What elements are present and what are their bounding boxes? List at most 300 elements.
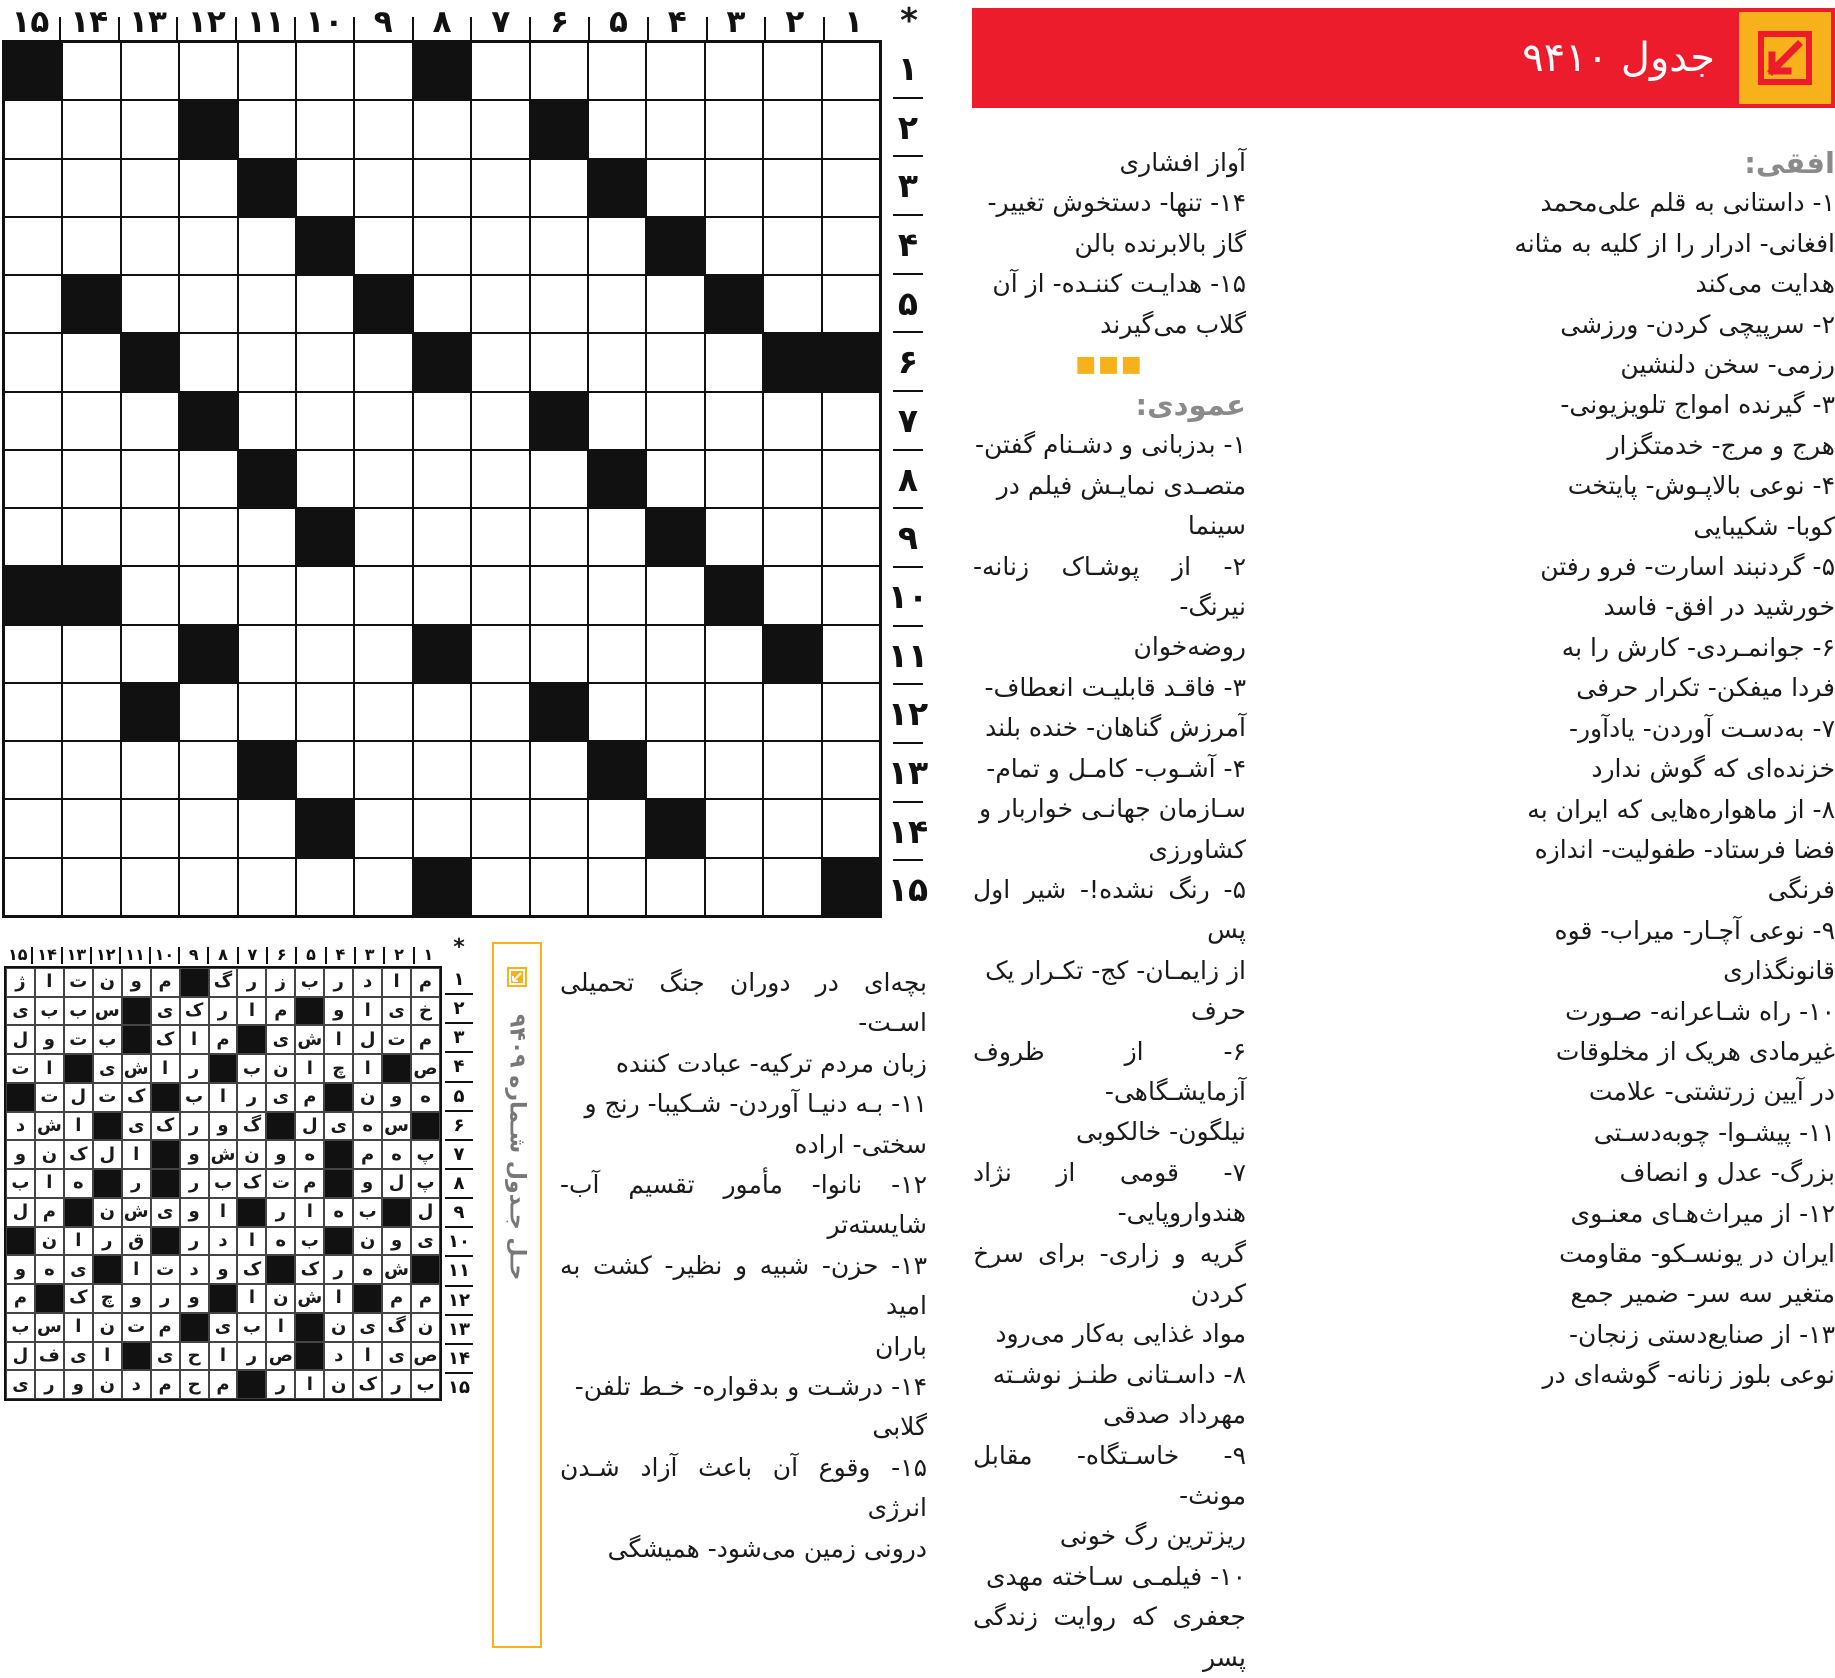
grid-cell[interactable]	[588, 566, 646, 624]
clue-line: رزمی- سخن دلنشین	[1620, 350, 1835, 380]
grid-cell[interactable]	[471, 683, 529, 741]
solution-letter: د	[122, 1370, 151, 1399]
grid-cell[interactable]	[238, 858, 296, 916]
solution-letter: ک	[180, 997, 209, 1026]
grid-cell[interactable]	[121, 799, 179, 857]
grid-cell[interactable]	[822, 275, 880, 333]
clue-line: ۴- آشـوب- کامـل و تمام-	[986, 753, 1246, 783]
grid-cell[interactable]	[646, 42, 704, 100]
clue-line: نیلگون- خالکوبی	[1075, 1117, 1246, 1147]
grid-cell[interactable]	[763, 508, 821, 566]
grid-cell[interactable]	[822, 508, 880, 566]
clue-line: گاز بالابرنده بالن	[1074, 228, 1246, 258]
grid-cell[interactable]	[62, 100, 120, 158]
solution-letter: م	[411, 1025, 440, 1054]
grid-cell[interactable]	[822, 799, 880, 857]
solution-letter: م	[295, 1169, 324, 1198]
grid-cell[interactable]	[763, 741, 821, 799]
clue-line: از زایمـان- کج- تکـرار یک	[985, 955, 1246, 985]
grid-cell[interactable]	[62, 392, 120, 450]
grid-cell[interactable]	[705, 741, 763, 799]
row-label: ۸	[893, 449, 923, 508]
grid-cell[interactable]	[121, 741, 179, 799]
black-cell	[705, 275, 763, 333]
grid-cell[interactable]	[530, 333, 588, 391]
grid-cell[interactable]	[646, 566, 704, 624]
grid-cell[interactable]	[530, 858, 588, 916]
grid-cell[interactable]	[705, 799, 763, 857]
clue-line: ۲- از پوشـاک زنانه- نیرنگ-	[973, 551, 1246, 622]
grid-cell[interactable]	[296, 625, 354, 683]
column-label: ۳	[726, 4, 746, 40]
grid-cell[interactable]	[413, 392, 471, 450]
solution-letter: ا	[237, 997, 266, 1026]
grid-cell[interactable]	[354, 741, 412, 799]
grid-cell[interactable]	[413, 159, 471, 217]
solution-letter: ب	[209, 1169, 238, 1198]
black-cell	[530, 392, 588, 450]
column-label: ۱۰	[305, 4, 344, 40]
grid-cell[interactable]	[763, 566, 821, 624]
solution-letter: ر	[180, 1112, 209, 1141]
solution-black-cell	[151, 1227, 180, 1256]
row-label: ۱۳	[445, 1314, 473, 1343]
solution-letter: م	[266, 997, 295, 1026]
grid-cell[interactable]	[646, 858, 704, 916]
grid-cell[interactable]	[62, 508, 120, 566]
clue-line: ۹- نوعی آچـار- میراب- قوه	[1554, 915, 1835, 945]
grid-cell[interactable]	[354, 159, 412, 217]
grid-cell[interactable]	[588, 333, 646, 391]
clue-line: هدایت می‌کند	[1695, 269, 1835, 299]
grid-cell[interactable]	[354, 450, 412, 508]
grid-cell[interactable]	[471, 275, 529, 333]
column-label: ۱۳	[129, 4, 167, 40]
grid-cell[interactable]	[530, 508, 588, 566]
solution-letter: ا	[35, 968, 64, 997]
grid-cell[interactable]	[238, 799, 296, 857]
grid-cell[interactable]	[4, 275, 62, 333]
grid-cell[interactable]	[588, 799, 646, 857]
grid-cell[interactable]	[646, 450, 704, 508]
grid-cell[interactable]	[238, 566, 296, 624]
grid-cell[interactable]	[121, 100, 179, 158]
column-label: ۱۴	[37, 945, 57, 964]
grid-cell[interactable]	[822, 625, 880, 683]
clue-line: بزرگ- عدل و انصاف	[1619, 1158, 1835, 1188]
grid-cell[interactable]	[179, 159, 237, 217]
column-separator	[647, 17, 649, 40]
solution-letter: ب	[237, 1313, 266, 1342]
grid-cell[interactable]	[705, 625, 763, 683]
column-separator	[354, 947, 356, 964]
grid-cell[interactable]	[530, 566, 588, 624]
solution-letter: ا	[93, 1342, 122, 1371]
grid-cell[interactable]	[296, 741, 354, 799]
solution-letter: ن	[324, 1370, 353, 1399]
grid-cell[interactable]	[471, 858, 529, 916]
grid-cell[interactable]	[646, 741, 704, 799]
grid-cell[interactable]	[121, 42, 179, 100]
grid-cell[interactable]	[4, 100, 62, 158]
grid-cell[interactable]	[588, 42, 646, 100]
solution-letter: ت	[122, 1313, 151, 1342]
solution-letter: ل	[382, 1169, 411, 1198]
grid-cell[interactable]	[530, 159, 588, 217]
black-cell	[646, 799, 704, 857]
grid-cell[interactable]	[471, 625, 529, 683]
row-label: ۷	[445, 1139, 473, 1168]
grid-cell[interactable]	[413, 566, 471, 624]
grid-cell[interactable]	[62, 42, 120, 100]
clue-line: ۱- بدزبانی و دشـنام گفتن-	[974, 430, 1246, 460]
solution-letter: ا	[237, 1284, 266, 1313]
grid-cell[interactable]	[121, 159, 179, 217]
grid-cell[interactable]	[179, 42, 237, 100]
grid-cell[interactable]	[62, 858, 120, 916]
grid-cell[interactable]	[62, 450, 120, 508]
grid-cell[interactable]	[238, 217, 296, 275]
solution-letter: ل	[295, 1112, 324, 1141]
solution-black-cell	[35, 1284, 64, 1313]
grid-cell[interactable]	[354, 392, 412, 450]
grid-cell[interactable]	[179, 217, 237, 275]
grid-cell[interactable]	[296, 392, 354, 450]
grid-cell[interactable]	[763, 392, 821, 450]
grid-cell[interactable]	[705, 100, 763, 158]
solution-letter: ش	[122, 1054, 151, 1083]
grid-cell[interactable]	[646, 159, 704, 217]
grid-cell[interactable]	[4, 217, 62, 275]
solution-letter: ا	[382, 968, 411, 997]
solution-letter: و	[209, 1112, 238, 1141]
main-crossword-grid[interactable]	[2, 40, 882, 918]
grid-cell[interactable]	[822, 42, 880, 100]
solution-black-cell	[295, 997, 324, 1026]
grid-cell[interactable]	[588, 683, 646, 741]
solution-letter: ش	[122, 1198, 151, 1227]
grid-cell[interactable]	[763, 217, 821, 275]
column-label: ۱	[423, 945, 434, 964]
grid-cell[interactable]	[471, 741, 529, 799]
grid-cell[interactable]	[179, 333, 237, 391]
grid-cell[interactable]	[705, 333, 763, 391]
solution-letter: ا	[35, 1169, 64, 1198]
solution-letter: ه	[411, 1083, 440, 1112]
grid-cell[interactable]	[822, 741, 880, 799]
grid-cell[interactable]	[4, 333, 62, 391]
grid-cell[interactable]	[588, 100, 646, 158]
solution-black-cell	[237, 1025, 266, 1054]
clue-line: فضا فرستاد- طفولیت- اندازه	[1534, 834, 1835, 864]
grid-cell[interactable]	[471, 508, 529, 566]
clue-line: خزنده‌ای که گوش ندارد	[1591, 754, 1835, 784]
row-label: ۱۲	[445, 1285, 473, 1314]
grid-cell[interactable]	[471, 392, 529, 450]
clue-line: ۱- داستانی به قلم علی‌محمد	[1540, 188, 1835, 218]
main-grid-column-header	[2, 2, 882, 40]
grid-cell[interactable]	[179, 508, 237, 566]
grid-cell[interactable]	[62, 159, 120, 217]
grid-cell[interactable]	[354, 42, 412, 100]
grid-cell[interactable]	[4, 159, 62, 217]
solution-letter: ن	[266, 1284, 295, 1313]
grid-cell[interactable]	[62, 333, 120, 391]
black-cell	[763, 625, 821, 683]
grid-cell[interactable]	[238, 683, 296, 741]
grid-cell[interactable]	[588, 217, 646, 275]
grid-cell[interactable]	[822, 217, 880, 275]
grid-cell[interactable]	[705, 42, 763, 100]
grid-cell[interactable]	[4, 741, 62, 799]
grid-cell[interactable]	[296, 159, 354, 217]
grid-cell[interactable]	[530, 42, 588, 100]
grid-cell[interactable]	[354, 625, 412, 683]
grid-cell[interactable]	[588, 508, 646, 566]
grid-cell[interactable]	[179, 450, 237, 508]
grid-cell[interactable]	[763, 858, 821, 916]
solution-letter: ن	[93, 968, 122, 997]
grid-cell[interactable]	[471, 42, 529, 100]
clue-line: ۱۵- وقوع آن باعث آزاد شـدن انرژی	[560, 1452, 927, 1523]
grid-cell[interactable]	[354, 217, 412, 275]
grid-cell[interactable]	[296, 566, 354, 624]
grid-cell[interactable]	[4, 858, 62, 916]
column-label: ۲	[785, 4, 805, 40]
solution-letter: گ	[237, 1112, 266, 1141]
grid-cell[interactable]	[530, 450, 588, 508]
grid-cell[interactable]	[179, 275, 237, 333]
grid-cell[interactable]	[296, 333, 354, 391]
grid-cell[interactable]	[705, 683, 763, 741]
solution-letter: ن	[93, 1370, 122, 1399]
solution-black-cell	[180, 968, 209, 997]
grid-cell[interactable]	[471, 450, 529, 508]
grid-cell[interactable]	[62, 799, 120, 857]
clue-line: ۱۲- نانوا- مأمور تقسیم آب- شایسته‌تر	[560, 1170, 927, 1240]
solution-black-cell	[180, 1313, 209, 1342]
row-label: ۹	[893, 507, 923, 566]
grid-cell[interactable]	[822, 450, 880, 508]
grid-cell[interactable]	[471, 159, 529, 217]
solution-letter: ص	[411, 1342, 440, 1371]
grid-cell[interactable]	[646, 275, 704, 333]
grid-cell[interactable]	[179, 858, 237, 916]
column-separator	[207, 947, 209, 964]
grid-cell[interactable]	[413, 741, 471, 799]
grid-cell[interactable]	[121, 508, 179, 566]
solution-letter: ن	[353, 1083, 382, 1112]
clue-line: متصـدی نمایـش فیلم در	[996, 470, 1246, 500]
grid-cell[interactable]	[296, 450, 354, 508]
grid-cell[interactable]	[238, 100, 296, 158]
grid-cell[interactable]	[646, 392, 704, 450]
grid-cell[interactable]	[588, 392, 646, 450]
grid-cell[interactable]	[238, 333, 296, 391]
solution-letter: ا	[209, 1083, 238, 1112]
grid-cell[interactable]	[179, 566, 237, 624]
grid-cell[interactable]	[413, 683, 471, 741]
clue-line: کوبا- شکیبایی	[1693, 511, 1835, 541]
grid-cell[interactable]	[354, 683, 412, 741]
grid-cell[interactable]	[588, 275, 646, 333]
clue-line: گلابی	[872, 1412, 927, 1442]
grid-cell[interactable]	[354, 858, 412, 916]
grid-cell[interactable]	[296, 275, 354, 333]
grid-cell[interactable]	[763, 683, 821, 741]
grid-cell[interactable]	[121, 625, 179, 683]
grid-cell[interactable]	[705, 217, 763, 275]
grid-cell[interactable]	[238, 392, 296, 450]
solution-letter: ی	[93, 1054, 122, 1083]
grid-cell[interactable]	[471, 333, 529, 391]
grid-cell[interactable]	[354, 566, 412, 624]
grid-cell[interactable]	[4, 508, 62, 566]
grid-cell[interactable]	[121, 858, 179, 916]
solution-star: *	[453, 935, 465, 960]
grid-cell[interactable]	[471, 217, 529, 275]
solution-letter: و	[382, 1227, 411, 1256]
grid-cell[interactable]	[705, 159, 763, 217]
grid-cell[interactable]	[822, 392, 880, 450]
grid-cell[interactable]	[471, 566, 529, 624]
grid-cell[interactable]	[646, 625, 704, 683]
row-label: ۱۰	[445, 1226, 473, 1255]
solution-black-cell	[151, 1083, 180, 1112]
grid-cell[interactable]	[530, 741, 588, 799]
clue-line: ۳- فاقـد قابلیـت انعطاف-	[984, 672, 1246, 702]
solution-letter: و	[180, 1140, 209, 1169]
grid-cell[interactable]	[238, 625, 296, 683]
grid-cell[interactable]	[705, 508, 763, 566]
grid-cell[interactable]	[822, 100, 880, 158]
grid-cell[interactable]	[179, 683, 237, 741]
grid-cell[interactable]	[530, 275, 588, 333]
grid-cell[interactable]	[588, 858, 646, 916]
solution-letter: ه	[353, 1112, 382, 1141]
row-label: ۱۱	[445, 1255, 473, 1284]
grid-cell[interactable]	[62, 683, 120, 741]
grid-cell[interactable]	[179, 799, 237, 857]
grid-cell[interactable]	[354, 799, 412, 857]
column-label: ۶	[276, 945, 287, 964]
solution-letter: ر	[324, 968, 353, 997]
grid-cell[interactable]	[354, 100, 412, 158]
grid-cell[interactable]	[413, 450, 471, 508]
grid-cell[interactable]	[822, 159, 880, 217]
row-label: ۱۴	[445, 1343, 473, 1372]
grid-cell[interactable]	[4, 392, 62, 450]
grid-cell[interactable]	[822, 566, 880, 624]
grid-cell[interactable]	[763, 450, 821, 508]
grid-cell[interactable]	[121, 566, 179, 624]
grid-cell[interactable]	[705, 450, 763, 508]
grid-cell[interactable]	[238, 42, 296, 100]
solution-letter: ک	[64, 1284, 93, 1313]
grid-cell[interactable]	[354, 508, 412, 566]
grid-cell[interactable]	[121, 392, 179, 450]
grid-cell[interactable]	[238, 508, 296, 566]
column-label: ۸	[218, 945, 228, 964]
grid-cell[interactable]	[413, 217, 471, 275]
solution-letter: ن	[266, 1054, 295, 1083]
column-label: ۱۰	[154, 945, 175, 964]
grid-cell[interactable]	[705, 858, 763, 916]
solution-letter: ا	[64, 1227, 93, 1256]
grid-cell[interactable]	[471, 100, 529, 158]
grid-cell[interactable]	[646, 333, 704, 391]
black-cell	[62, 275, 120, 333]
column-label: ۱۳	[66, 945, 87, 964]
grid-cell[interactable]	[296, 100, 354, 158]
column-label: ۱۲	[187, 4, 226, 40]
clue-line: ۹- خاسـتگاه- مقابل مونث-	[973, 1440, 1246, 1510]
column-separator	[412, 17, 414, 40]
grid-cell[interactable]	[62, 217, 120, 275]
grid-cell[interactable]	[646, 683, 704, 741]
grid-cell[interactable]	[62, 741, 120, 799]
solution-letter: م	[209, 1370, 238, 1399]
clue-line: گریه و زاری- برای سرخ کردن	[973, 1238, 1246, 1308]
grid-cell[interactable]	[646, 100, 704, 158]
grid-cell[interactable]	[530, 799, 588, 857]
solution-letter: ح	[180, 1370, 209, 1399]
clue-line: حرف	[1190, 996, 1246, 1026]
grid-cell[interactable]	[705, 392, 763, 450]
grid-cell[interactable]	[822, 683, 880, 741]
grid-cell[interactable]	[179, 741, 237, 799]
clue-line: در آیین زرتشتی- علامت	[1588, 1077, 1835, 1107]
grid-cell[interactable]	[296, 683, 354, 741]
grid-cell[interactable]	[296, 858, 354, 916]
column-label: ۷	[247, 945, 258, 964]
grid-cell[interactable]	[413, 100, 471, 158]
grid-cell[interactable]	[763, 275, 821, 333]
grid-cell[interactable]	[296, 42, 354, 100]
clue-line: ۴- نوعی بالاپـوش- پایتخت	[1567, 471, 1835, 501]
grid-cell[interactable]	[530, 217, 588, 275]
grid-cell[interactable]	[121, 217, 179, 275]
grid-cell[interactable]	[471, 799, 529, 857]
solution-letter: ر	[180, 1054, 209, 1083]
grid-cell[interactable]	[354, 333, 412, 391]
solution-letter: ن	[93, 1313, 122, 1342]
solution-black-cell	[209, 1284, 238, 1313]
grid-cell[interactable]	[763, 42, 821, 100]
grid-cell[interactable]	[413, 275, 471, 333]
grid-cell[interactable]	[121, 275, 179, 333]
row-label: ۸	[445, 1168, 473, 1197]
grid-cell[interactable]	[4, 450, 62, 508]
grid-cell[interactable]	[413, 799, 471, 857]
grid-cell[interactable]	[413, 508, 471, 566]
row-label: ۴	[893, 214, 923, 273]
grid-cell[interactable]	[530, 625, 588, 683]
grid-cell[interactable]	[121, 450, 179, 508]
grid-cell[interactable]	[4, 799, 62, 857]
grid-cell[interactable]	[763, 159, 821, 217]
grid-cell[interactable]	[4, 625, 62, 683]
grid-cell[interactable]	[588, 625, 646, 683]
solution-letter: ا	[295, 1054, 324, 1083]
clue-line: سختی- اراده	[794, 1129, 927, 1159]
black-cell	[179, 100, 237, 158]
grid-cell[interactable]	[763, 100, 821, 158]
grid-cell[interactable]	[62, 625, 120, 683]
grid-cell[interactable]	[763, 799, 821, 857]
grid-cell[interactable]	[4, 683, 62, 741]
grid-cell[interactable]	[238, 275, 296, 333]
